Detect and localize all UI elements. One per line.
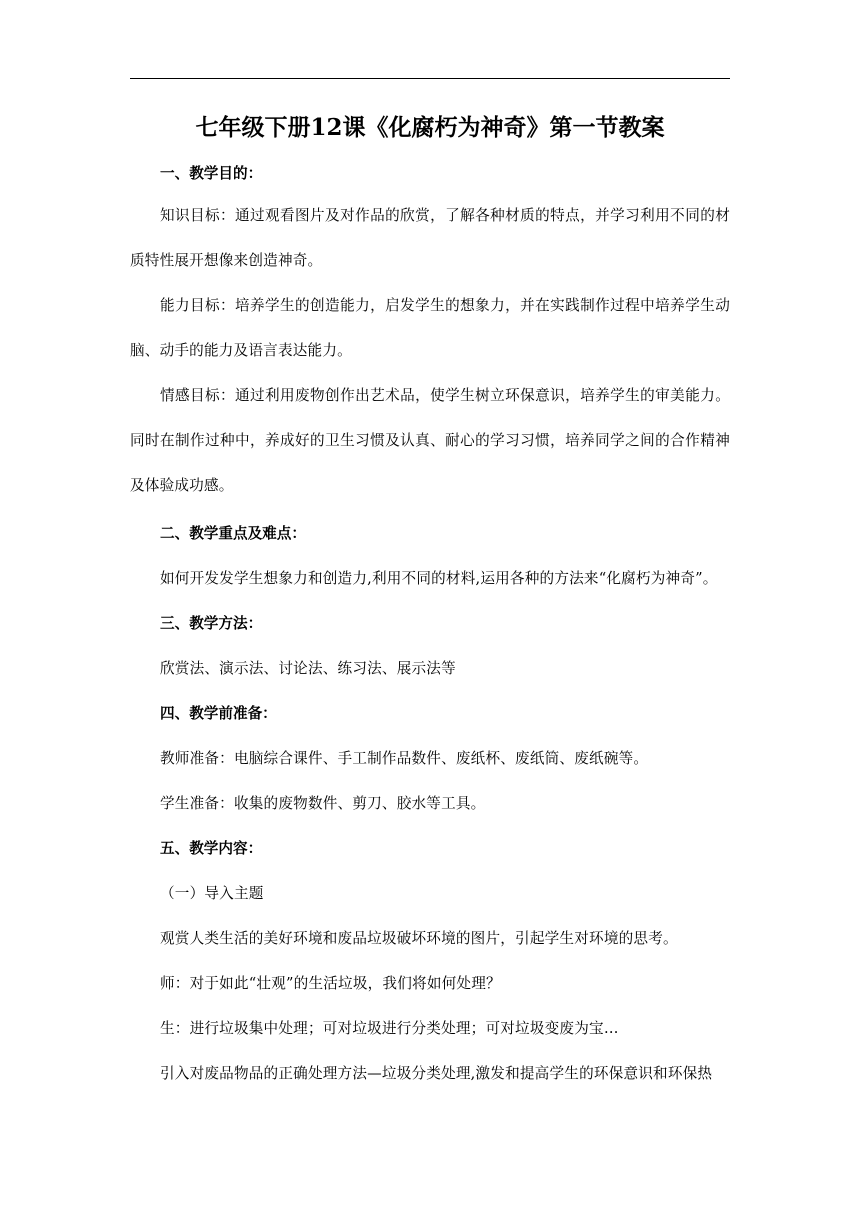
paragraph-introduce-method: 引入对废品物品的正确处理方法—垃圾分类处理,激发和提高学生的环保意识和环保热	[160, 1065, 713, 1082]
section-heading-methods: 三、教学方法：	[160, 615, 263, 632]
paragraph-teacher-prep: 教师准备：电脑综合课件、手工制作品数件、废纸杯、废纸筒、废纸碗等。	[160, 750, 649, 767]
paragraph-ability-goal: 能力目标：培养学生的创造能力，启发学生的想象力，并在实践制作过程中培养学生动脑、动手的能力及语言表达能力。	[130, 297, 730, 359]
paragraph-keypoints: 如何开发发学生想象力和创造力,利用不同的材料,运用各种的方法来“化腐朽为神奇”。	[160, 570, 718, 587]
section-heading-content: 五、教学内容：	[160, 840, 263, 857]
paragraph-teacher-question: 师：对于如此“壮观”的生活垃圾，我们将如何处理？	[160, 975, 501, 992]
section-heading-preparation: 四、教学前准备：	[160, 705, 277, 722]
section-heading-keypoints: 二、教学重点及难点：	[160, 525, 306, 542]
paragraph-student-prep: 学生准备：收集的废物数件、剪刀、胶水等工具。	[160, 795, 486, 812]
paragraph-view-images: 观赏人类生活的美好环境和废品垃圾破坏环境的图片，引起学生对环境的思考。	[160, 930, 678, 947]
subsection-heading-intro: （一）导入主题	[160, 885, 264, 902]
page-title: 七年级下册12课《化腐朽为神奇》第一节教案	[195, 114, 665, 141]
section-heading-objectives: 一、教学目的：	[160, 165, 263, 182]
paragraph-emotion-goal: 情感目标：通过利用废物创作出艺术品，使学生树立环保意识，培养学生的审美能力。同时在制作过种中，养成好的卫生习惯及认真、耐心的学习习惯，培养同学之间的合作精神及体验成功感。	[130, 387, 730, 494]
paragraph-knowledge-goal: 知识目标：通过观看图片及对作品的欣赏，了解各种材质的特点，并学习利用不同的材质特性展开想像来创造神奇。	[130, 207, 730, 269]
paragraph-methods: 欣赏法、演示法、讨论法、练习法、展示法等	[160, 660, 456, 677]
paragraph-student-answer: 生：进行垃圾集中处理；可对垃圾进行分类处理；可对垃圾变废为宝…	[160, 1020, 619, 1037]
header-rule	[130, 78, 730, 79]
